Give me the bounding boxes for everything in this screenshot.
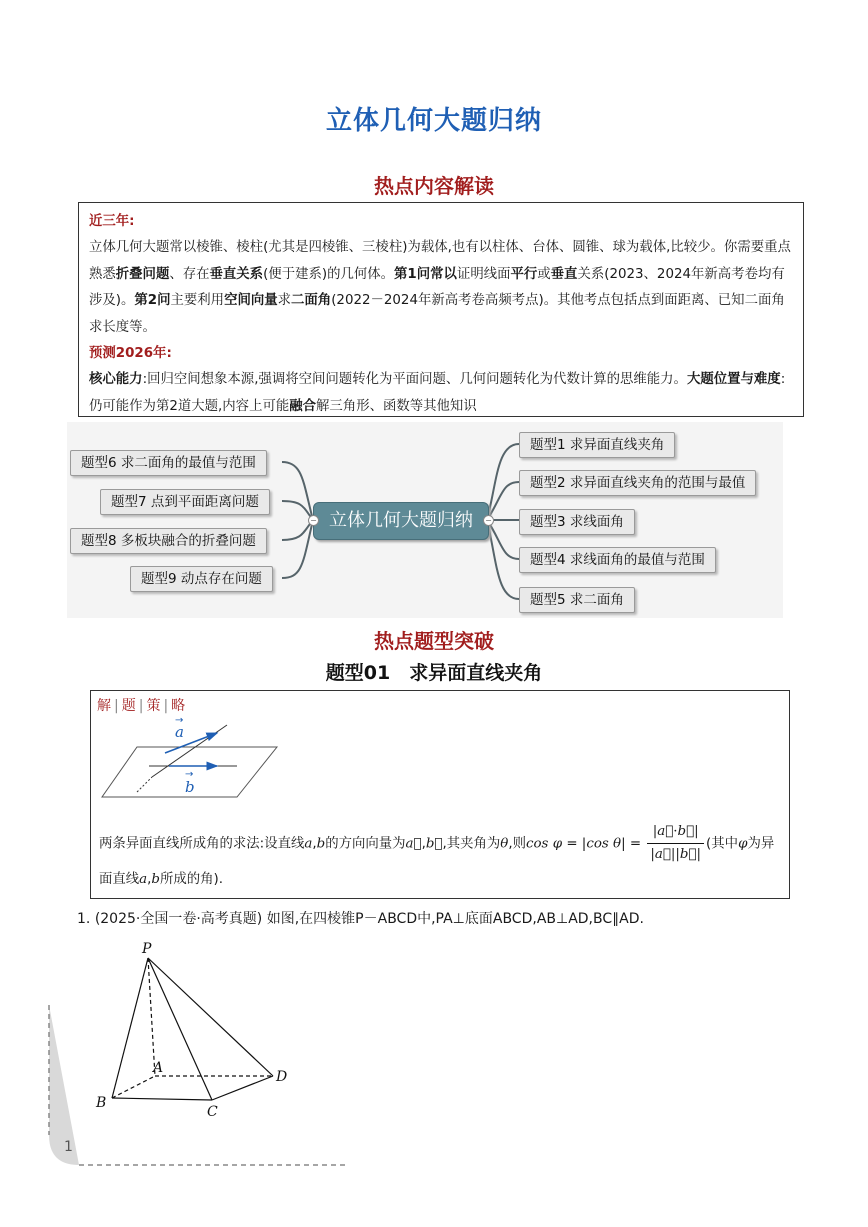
hot-content-box (78, 202, 804, 417)
strategy-label: 解 | 题 | 策 | 略 (97, 698, 186, 714)
page-number: 1 (64, 1139, 73, 1155)
mind-map-center-node: 立体几何大题归纳 (313, 502, 489, 540)
vertex-d-label: D (276, 1069, 288, 1085)
mind-map-node-type1: 题型1 求异面直线夹角 (519, 432, 675, 458)
vector-a-label: a (175, 723, 184, 741)
collapse-left-icon[interactable]: − (308, 515, 319, 526)
strategy-formula-text: 两条异面直线所成角的求法:设直线a,b的方向向量为a⃗,b⃗,其夹角为θ,则cos φ = |cos θ| = $\frac{|a⃗\cdot b⃗|}{|a⃗||b⃗|}$ (其中φ为异面直线a,b所成的角). (99, 821, 783, 893)
section-title-hot-types: 热点题型突破 (374, 629, 494, 653)
page-title: 立体几何大题归纳 (325, 106, 542, 136)
mind-map (67, 422, 783, 618)
recent-years-label: 近三年: (89, 214, 135, 229)
vertex-b-label: B (96, 1095, 107, 1111)
problem-number: 1. (77, 911, 91, 927)
vertex-p-label: P (142, 941, 152, 957)
vector-b-label: b (185, 778, 195, 796)
predict-label: 预测2026年: (89, 346, 172, 362)
mind-map-node-type7: 题型7 点到平面距离问题 (100, 489, 270, 515)
mind-map-node-type5: 题型5 求二面角 (519, 587, 635, 613)
type-01-title: 题型01 求异面直线夹角 (325, 662, 543, 684)
problem-1 (77, 908, 837, 928)
problem-source: (2025·全国一卷·高考真题) (94, 911, 263, 927)
mind-map-node-type2: 题型2 求异面直线夹角的范围与最值 (519, 470, 756, 496)
mind-map-node-type6: 题型6 求二面角的最值与范围 (70, 450, 267, 476)
mind-map-node-type3: 题型3 求线面角 (519, 509, 635, 535)
page-corner-decoration (46, 1005, 356, 1175)
recent-years-paragraph: 立体几何大题常以棱锥、棱柱(尤其是四棱锥、三棱柱)为载体,也有以柱体、台体、圆锥、球为载体,比较少。你需要重点熟悉折叠问题、存在垂直关系(便于建系)的几何体。第1问常以证明线面平行或垂直关系(2023、2024年新高考卷均有涉及)。第2问主要利用空间向量求二面角(2022－2024年新高考卷高频考点)。其他考点包括点到面距离、已知二面角求长度等。 (89, 240, 791, 335)
angle-formula-fraction: $\frac{|a⃗\cdot b⃗|}{|a⃗||b⃗|}$ (647, 821, 704, 866)
svg-text:→: → (185, 769, 194, 780)
predict-paragraph: 核心能力:回归空间想象本源,强调将空间问题转化为平面问题、几何问题转化为代数计算的思维能力。大题位置与难度:仍可能作为第2道大题,内容上可能融合解三角形、函数等其他知识 (89, 372, 786, 414)
strategy-box (90, 690, 790, 899)
collapse-right-icon[interactable]: − (483, 515, 494, 526)
skew-lines-figure (97, 717, 287, 809)
mind-map-node-type4: 题型4 求线面角的最值与范围 (519, 547, 716, 573)
problem-text: 如图,在四棱锥P－ABCD中,PA⊥底面ABCD,AB⊥AD,BC∥AD. (266, 911, 644, 927)
section-title-hot-content: 热点内容解读 (374, 174, 494, 198)
vertex-c-label: C (207, 1104, 218, 1120)
svg-text:→: → (175, 717, 184, 726)
mind-map-node-type9: 题型9 动点存在问题 (130, 566, 273, 592)
mind-map-node-type8: 题型8 多板块融合的折叠问题 (70, 528, 267, 554)
vertex-a-label: A (153, 1060, 164, 1076)
